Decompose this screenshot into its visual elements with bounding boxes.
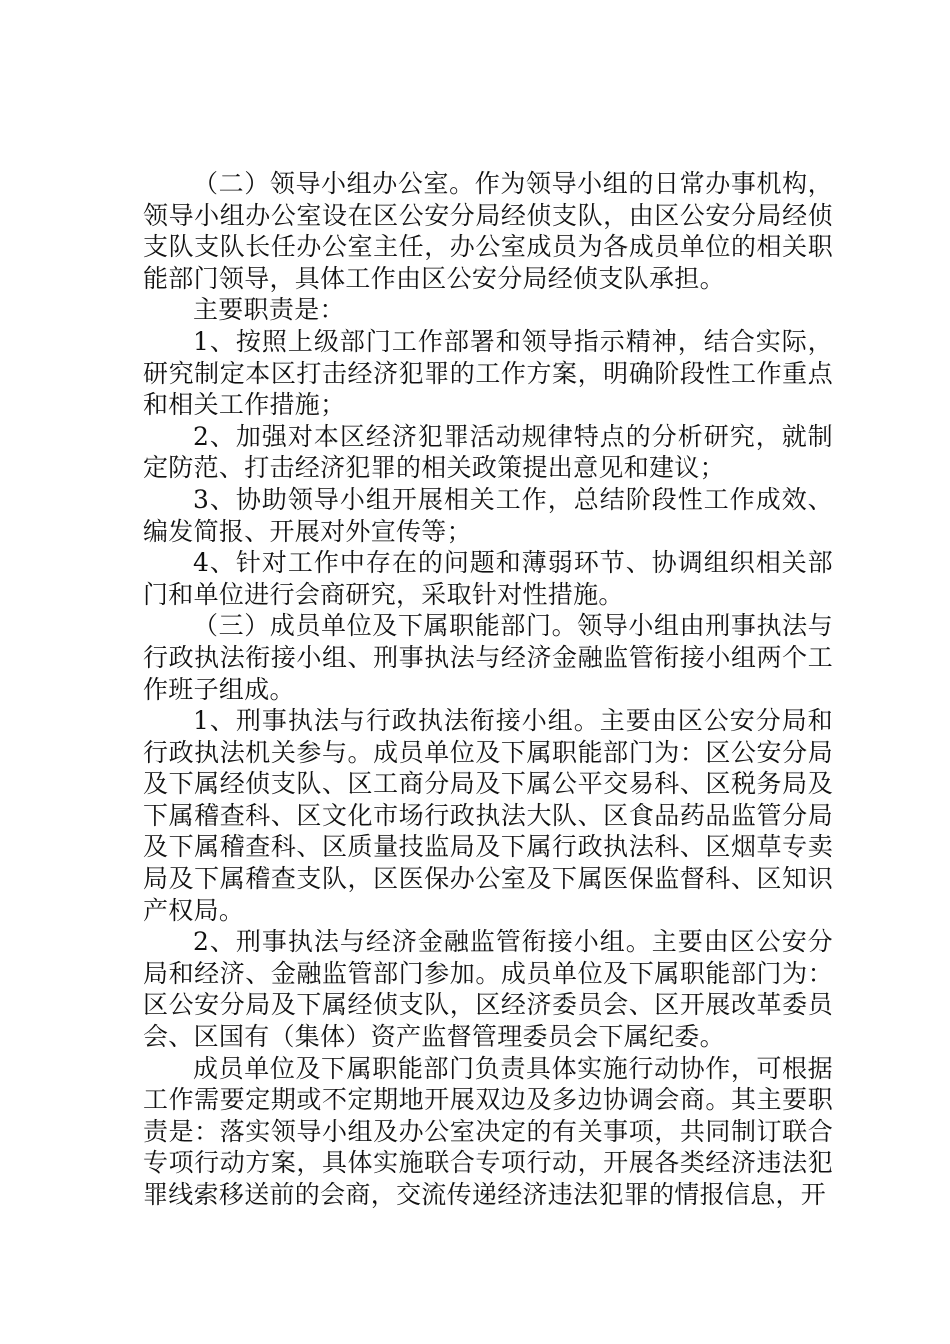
paragraph-duty-2: 2、加强对本区经济犯罪活动规律特点的分析研究，就制定防范、打击经济犯罪的相关政策提出意见和建议；: [143, 421, 833, 483]
paragraph-admin-enforcement-group: 1、刑事执法与行政执法衔接小组。主要由区公安分局和行政执法机关参与。成员单位及下属职能部门为：区公安分局及下属经侦支队、区工商分局及下属公平交易科、区税务局及下属稽查科、区文化市场行政执法大队、区食品药品监管分局及下属稽查科、区质量技监局及下属行政执法科、区烟草专卖局及下属稽查支队，区医保办公室及下属医保监督科、区知识产权局。: [143, 706, 833, 925]
paragraph-duty-4: 4、针对工作中存在的问题和薄弱环节、协调组织相关部门和单位进行会商研究，采取针对性措施。: [143, 548, 833, 609]
paragraph-member-units-duties: 成员单位及下属职能部门负责具体实施行动协作，可根据工作需要定期或不定期地开展双边及多边协调会商。其主要职责是：落实领导小组及办公室决定的有关事项，共同制订联合专项行动方案，具体实施联合专项行动，开展各类经济违法犯罪线索移送前的会商，交流传递经济违法犯罪的情报信息，开: [143, 1053, 833, 1209]
paragraph-main-duties-heading: 主要职责是：: [193, 295, 345, 325]
paragraph-financial-supervision-group: 2、刑事执法与经济金融监管衔接小组。主要由区公安分局和经济、金融监管部门参加。成员单位及下属职能部门为：区公安分局及下属经侦支队，区经济委员会、区开展改革委员会、区国有（集体）资产监督管理委员会下属纪委。: [143, 927, 833, 1052]
paragraph-member-units-section: （三）成员单位及下属职能部门。领导小组由刑事执法与行政执法衔接小组、刑事执法与经济金融监管衔接小组两个工作班子组成。: [143, 611, 833, 704]
paragraph-office-section: （二）领导小组办公室。作为领导小组的日常办事机构，领导小组办公室设在区公安分局经侦支队，由区公安分局经侦支队支队长任办公室主任，办公室成员为各成员单位的相关职能部门领导，具体工作由区公安分局经侦支队承担。: [143, 169, 833, 293]
paragraph-duty-3: 3、协助领导小组开展相关工作，总结阶段性工作成效、编发简报、开展对外宣传等；: [143, 484, 833, 546]
paragraph-duty-1: 1、按照上级部门工作部署和领导指示精神，结合实际，研究制定本区打击经济犯罪的工作方案，明确阶段性工作重点和相关工作措施；: [143, 326, 833, 420]
document-body: [143, 168, 833, 1211]
